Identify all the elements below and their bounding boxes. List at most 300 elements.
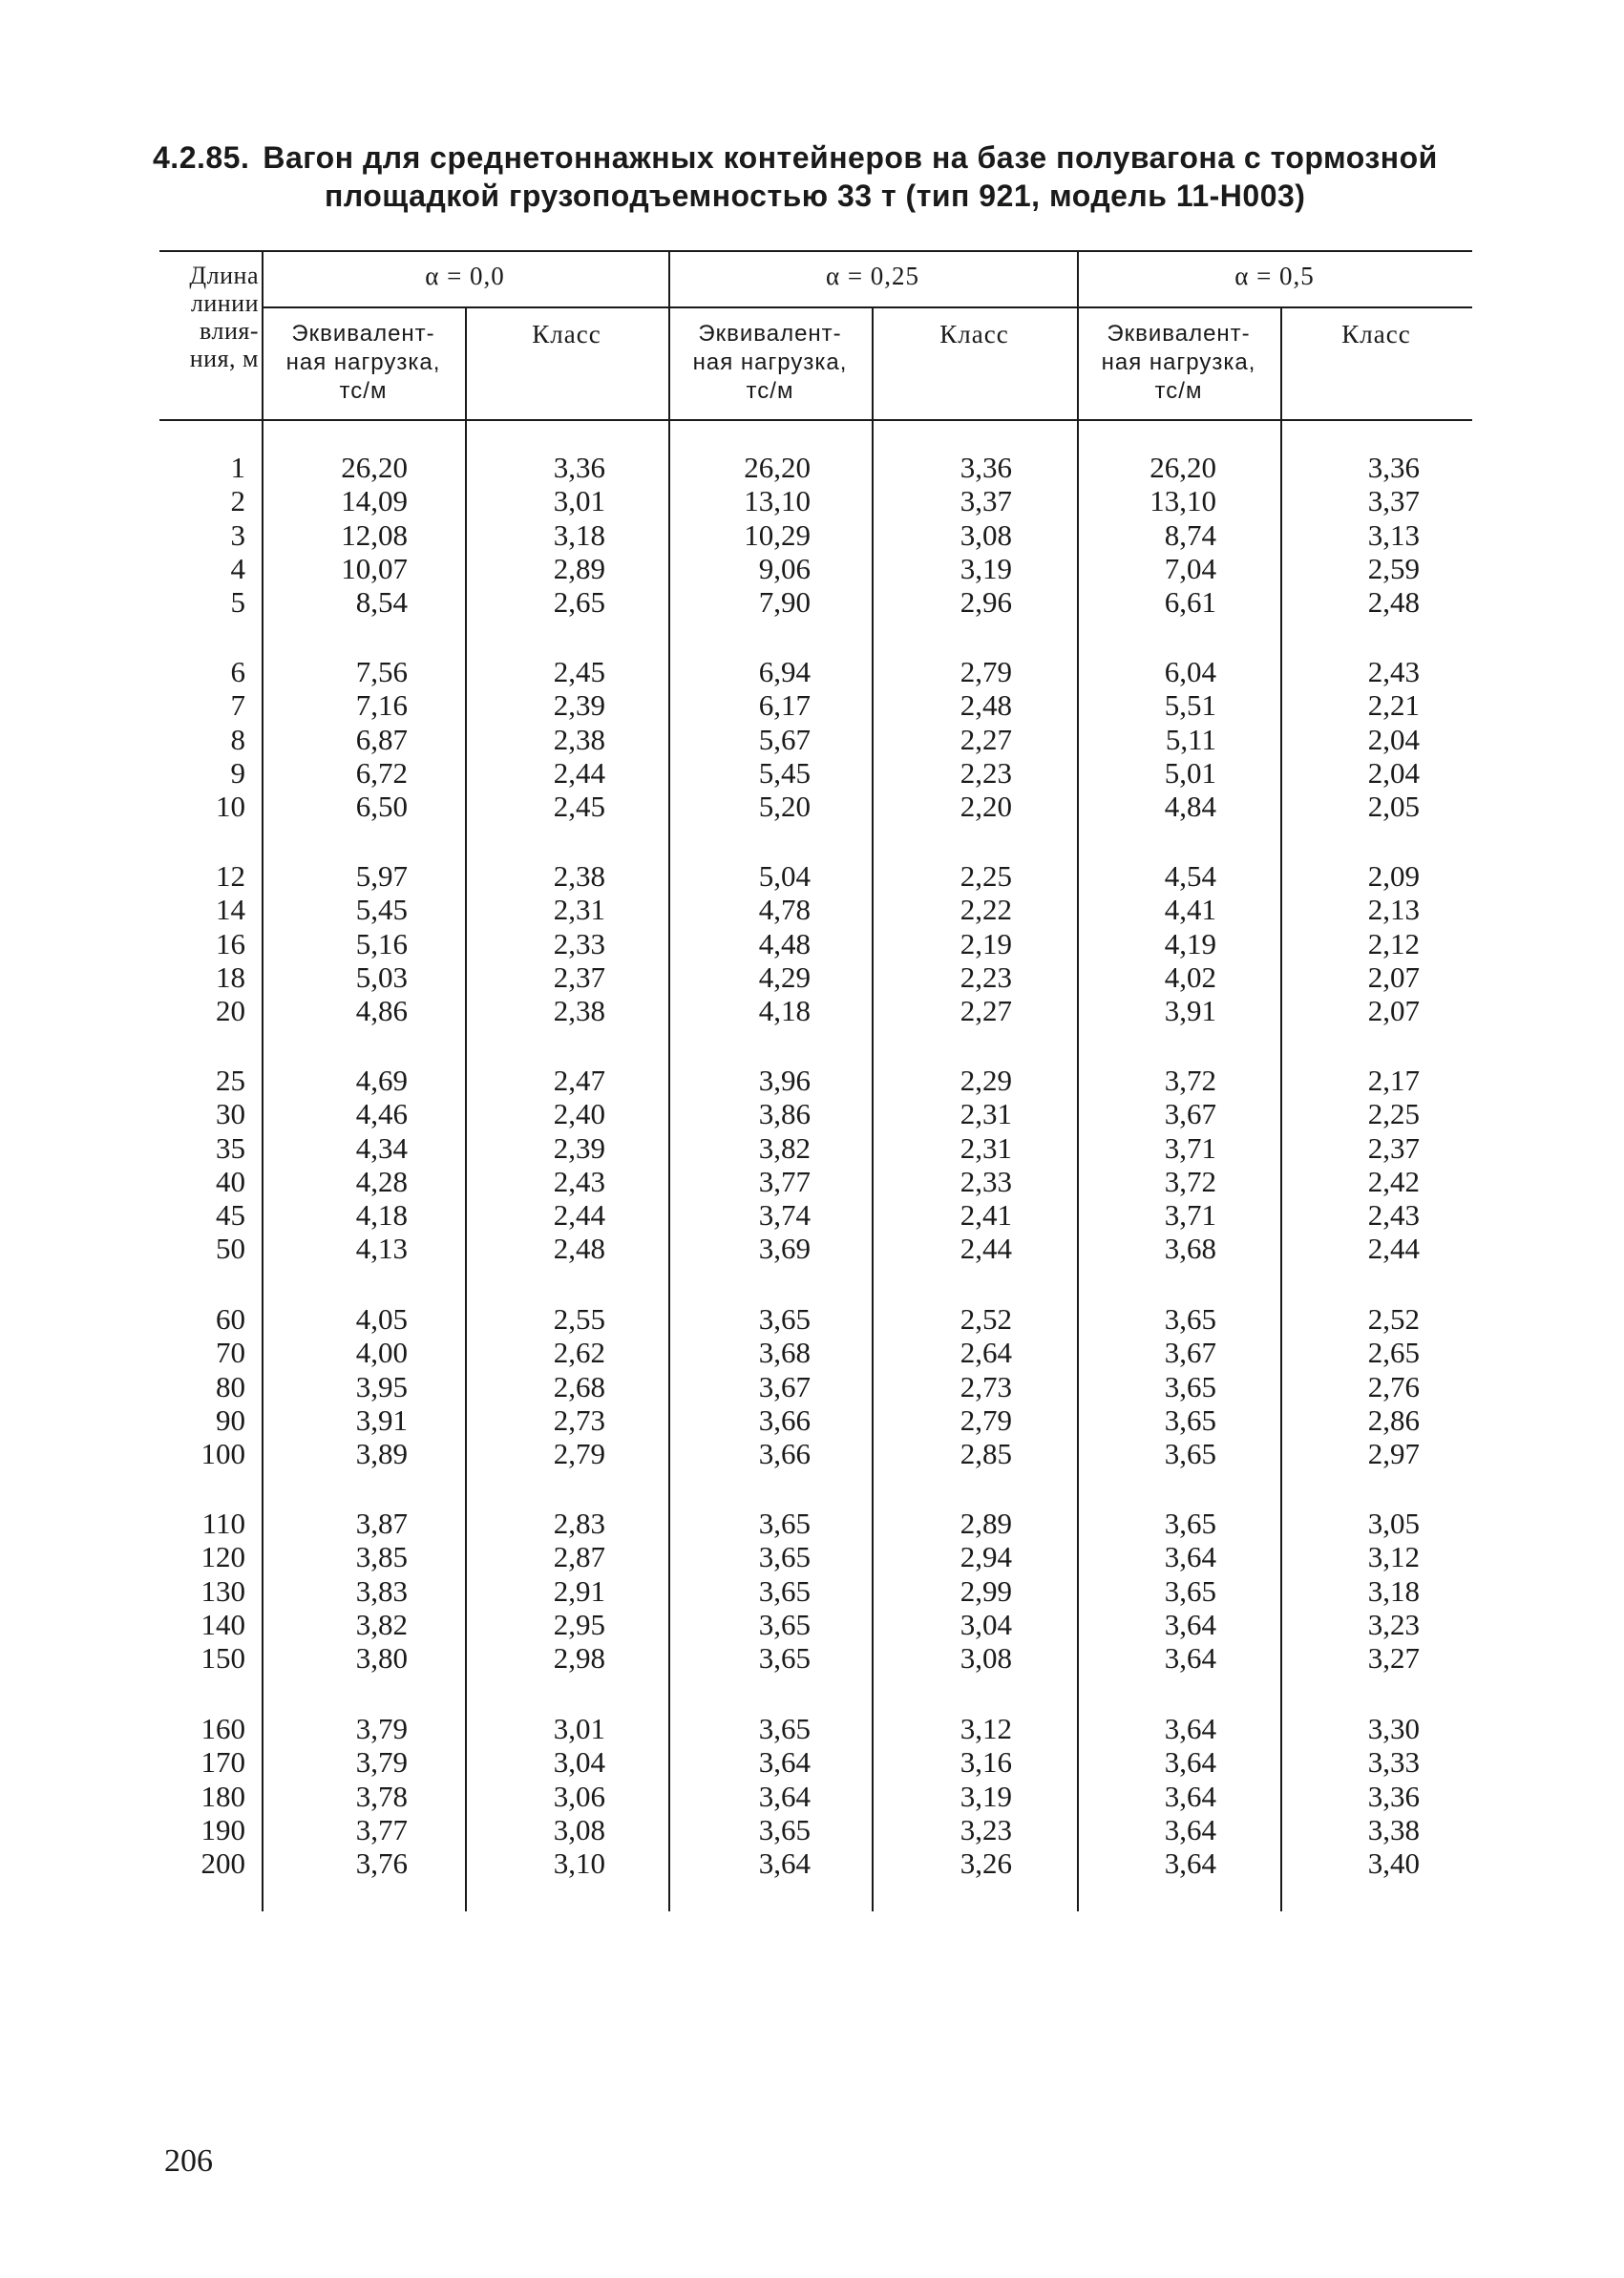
load-cell: 3,65 — [1164, 1573, 1216, 1608]
load-cell: 5,45 — [758, 755, 811, 790]
load-cell: 3,77 — [758, 1164, 811, 1198]
load-cell: 4,00 — [355, 1336, 408, 1370]
table-row — [159, 1574, 1472, 1608]
load-cell: 4,46 — [355, 1097, 408, 1131]
load-cell: 3,67 — [1164, 1336, 1216, 1370]
load-cell: 3,67 — [1164, 1097, 1216, 1131]
class-cell: 3,01 — [553, 1712, 605, 1745]
load-cell: 4,54 — [1164, 859, 1216, 893]
class-cell: 3,36 — [553, 451, 605, 484]
load-cell: 13,10 — [1149, 484, 1216, 518]
table-row — [159, 927, 1472, 960]
load-cell: 5,20 — [758, 790, 811, 824]
load-cell: 3,89 — [355, 1437, 408, 1471]
length-cell: 60 — [216, 1302, 245, 1336]
class-cell: 2,45 — [553, 790, 605, 824]
load-cell: 3,65 — [758, 1540, 811, 1574]
class-cell: 2,86 — [1367, 1403, 1420, 1437]
load-cell: 3,64 — [758, 1846, 811, 1881]
table-row — [159, 1540, 1472, 1573]
class-cell: 2,29 — [960, 1064, 1012, 1097]
table-row — [159, 1232, 1472, 1265]
load-cell: 3,64 — [1164, 1712, 1216, 1745]
load-cell: 26,20 — [341, 451, 408, 484]
load-cell: 3,65 — [758, 1607, 811, 1641]
load-cell: 3,72 — [1164, 1164, 1216, 1198]
load-cell: 6,04 — [1164, 655, 1216, 688]
class-cell: 3,08 — [553, 1812, 605, 1846]
load-cell: 9,06 — [758, 551, 811, 585]
class-cell: 3,23 — [1367, 1607, 1420, 1641]
load-cell: 4,34 — [355, 1130, 408, 1165]
class-cell: 2,76 — [1367, 1369, 1420, 1403]
class-cell: 2,73 — [960, 1369, 1012, 1403]
table-row — [159, 1370, 1472, 1403]
class-cell: 2,87 — [553, 1540, 605, 1574]
class-cell: 2,23 — [960, 960, 1012, 994]
length-cell: 180 — [200, 1779, 245, 1813]
class-cell: 2,89 — [960, 1507, 1012, 1540]
class-cell: 2,07 — [1367, 994, 1420, 1028]
row-group — [159, 1064, 1472, 1266]
load-header: Эквивалент- ная нагрузка, тс/м — [285, 321, 441, 404]
row-group — [159, 1507, 1472, 1675]
title-line-2: площадкой грузоподъемностью 33 т (тип 921, модель 11-Н003) — [325, 179, 1306, 213]
length-cell: 170 — [200, 1745, 245, 1780]
load-cell: 4,78 — [758, 893, 811, 927]
load-cell: 3,65 — [1164, 1369, 1216, 1403]
table-row — [159, 1131, 1472, 1165]
class-cell: 2,04 — [1367, 755, 1420, 790]
class-cell: 2,98 — [553, 1641, 605, 1676]
load-cell: 7,90 — [758, 585, 811, 620]
load-cell: 3,79 — [355, 1745, 408, 1780]
class-cell: 2,65 — [1367, 1336, 1420, 1370]
table-row — [159, 756, 1472, 790]
load-cell: 3,69 — [758, 1232, 811, 1266]
load-cell: 3,64 — [1164, 1745, 1216, 1780]
class-cell: 3,33 — [1367, 1745, 1420, 1780]
table-row — [159, 723, 1472, 756]
class-cell: 2,52 — [960, 1302, 1012, 1336]
load-header: Эквивалент- ная нагрузка, тс/м — [692, 321, 848, 404]
load-cell: 4,02 — [1164, 960, 1216, 994]
table-row — [159, 893, 1472, 926]
length-cell: 150 — [200, 1641, 245, 1676]
load-cell: 3,74 — [758, 1198, 811, 1233]
load-cell: 3,64 — [1164, 1812, 1216, 1846]
length-cell: 7 — [230, 688, 245, 723]
class-cell: 2,99 — [960, 1573, 1012, 1608]
class-cell: 2,48 — [553, 1232, 605, 1266]
class-cell: 2,40 — [553, 1097, 605, 1131]
class-cell: 2,22 — [960, 893, 1012, 927]
class-cell: 3,10 — [553, 1846, 605, 1881]
class-cell: 2,43 — [1367, 1198, 1420, 1233]
table-row — [159, 1403, 1472, 1437]
load-cell: 3,82 — [758, 1130, 811, 1165]
class-cell: 3,16 — [960, 1745, 1012, 1780]
table-row — [159, 1745, 1472, 1779]
length-cell: 20 — [216, 994, 245, 1028]
class-cell: 2,39 — [553, 688, 605, 723]
class-cell: 3,27 — [1367, 1641, 1420, 1676]
load-cell: 3,78 — [355, 1779, 408, 1813]
load-cell: 8,74 — [1164, 517, 1216, 552]
load-cell: 3,85 — [355, 1540, 408, 1574]
load-cell: 5,03 — [355, 960, 408, 994]
class-cell: 3,04 — [553, 1745, 605, 1780]
class-cell: 2,31 — [960, 1097, 1012, 1131]
length-header: Длина линии влия- ния, м — [189, 262, 259, 372]
load-cell: 3,79 — [355, 1712, 408, 1745]
load-cell: 26,20 — [1149, 451, 1216, 484]
class-cell: 2,85 — [960, 1437, 1012, 1471]
load-cell: 10,29 — [744, 517, 811, 552]
load-cell: 13,10 — [744, 484, 811, 518]
load-cell: 8,54 — [355, 585, 408, 620]
class-cell: 2,96 — [960, 585, 1012, 620]
table-row — [159, 1165, 1472, 1198]
class-cell: 3,38 — [1367, 1812, 1420, 1846]
class-cell: 2,44 — [553, 755, 605, 790]
class-cell: 3,05 — [1367, 1507, 1420, 1540]
class-cell: 2,20 — [960, 790, 1012, 824]
alpha-header-05: α = 0,5 — [1234, 262, 1315, 290]
load-cell: 3,64 — [1164, 1779, 1216, 1813]
class-cell: 3,12 — [1367, 1540, 1420, 1574]
class-cell: 2,94 — [960, 1540, 1012, 1574]
table-row — [159, 552, 1472, 585]
load-cell: 3,67 — [758, 1369, 811, 1403]
load-cell: 3,82 — [355, 1607, 408, 1641]
class-cell: 2,79 — [960, 655, 1012, 688]
length-cell: 4 — [230, 551, 245, 585]
class-cell: 2,37 — [553, 960, 605, 994]
load-cell: 4,18 — [758, 994, 811, 1028]
class-cell: 2,43 — [1367, 655, 1420, 688]
table-row — [159, 451, 1472, 484]
class-cell: 2,38 — [553, 994, 605, 1028]
class-cell: 3,36 — [1367, 1779, 1420, 1813]
data-table — [159, 250, 1472, 1907]
length-cell: 40 — [216, 1164, 245, 1198]
class-cell: 2,97 — [1367, 1437, 1420, 1471]
table-row — [159, 1302, 1472, 1336]
length-cell: 5 — [230, 585, 245, 620]
table-row — [159, 859, 1472, 893]
length-cell: 30 — [216, 1097, 245, 1131]
load-cell: 26,20 — [744, 451, 811, 484]
class-cell: 2,44 — [553, 1198, 605, 1233]
table-row — [159, 484, 1472, 517]
load-cell: 3,65 — [758, 1812, 811, 1846]
load-cell: 3,66 — [758, 1437, 811, 1471]
row-group — [159, 655, 1472, 823]
table-row — [159, 1712, 1472, 1745]
load-cell: 3,76 — [355, 1846, 408, 1881]
load-cell: 12,08 — [341, 517, 408, 552]
class-cell: 2,91 — [553, 1573, 605, 1608]
class-cell: 2,23 — [960, 755, 1012, 790]
load-cell: 5,04 — [758, 859, 811, 893]
class-cell: 2,38 — [553, 859, 605, 893]
class-cell: 2,79 — [960, 1403, 1012, 1437]
length-cell: 200 — [200, 1846, 245, 1881]
load-cell: 5,01 — [1164, 755, 1216, 790]
row-group — [159, 1712, 1472, 1880]
load-cell: 3,77 — [355, 1812, 408, 1846]
class-cell: 2,09 — [1367, 859, 1420, 893]
load-cell: 6,87 — [355, 722, 408, 756]
length-cell: 100 — [200, 1437, 245, 1471]
load-cell: 3,87 — [355, 1507, 408, 1540]
load-cell: 5,16 — [355, 926, 408, 960]
class-cell: 2,43 — [553, 1164, 605, 1198]
table-row — [159, 585, 1472, 619]
table-row — [159, 1437, 1472, 1470]
load-cell: 3,86 — [758, 1097, 811, 1131]
alpha-header-025: α = 0,25 — [825, 262, 920, 290]
table-row — [159, 1336, 1472, 1369]
load-cell: 3,96 — [758, 1064, 811, 1097]
load-cell: 3,66 — [758, 1403, 811, 1437]
load-cell: 3,64 — [758, 1779, 811, 1813]
load-cell: 3,95 — [355, 1369, 408, 1403]
load-cell: 3,65 — [1164, 1507, 1216, 1540]
table-row — [159, 960, 1472, 994]
class-cell: 2,25 — [960, 859, 1012, 893]
load-cell: 4,13 — [355, 1232, 408, 1266]
row-group — [159, 1302, 1472, 1470]
table-row — [159, 1846, 1472, 1880]
class-cell: 2,79 — [553, 1437, 605, 1471]
class-cell: 2,38 — [553, 722, 605, 756]
class-header: Класс — [1341, 320, 1411, 348]
class-cell: 2,04 — [1367, 722, 1420, 756]
class-cell: 2,73 — [553, 1403, 605, 1437]
length-cell: 3 — [230, 517, 245, 552]
load-cell: 5,51 — [1164, 688, 1216, 723]
length-cell: 140 — [200, 1607, 245, 1641]
table-row — [159, 655, 1472, 688]
class-cell: 2,42 — [1367, 1164, 1420, 1198]
class-cell: 2,44 — [960, 1232, 1012, 1266]
load-cell: 4,84 — [1164, 790, 1216, 824]
table-row — [159, 1608, 1472, 1641]
class-cell: 2,07 — [1367, 960, 1420, 994]
load-cell: 3,64 — [1164, 1846, 1216, 1881]
class-cell: 3,08 — [960, 517, 1012, 552]
length-cell: 120 — [200, 1540, 245, 1574]
class-cell: 2,21 — [1367, 688, 1420, 723]
class-cell: 2,39 — [553, 1130, 605, 1165]
class-cell: 3,01 — [553, 484, 605, 518]
length-cell: 90 — [216, 1403, 245, 1437]
load-cell: 7,56 — [355, 655, 408, 688]
table-row — [159, 1064, 1472, 1097]
class-cell: 3,37 — [1367, 484, 1420, 518]
load-cell: 3,64 — [1164, 1641, 1216, 1676]
load-cell: 3,80 — [355, 1641, 408, 1676]
length-cell: 10 — [216, 790, 245, 824]
load-cell: 3,91 — [1164, 994, 1216, 1028]
table-row — [159, 1507, 1472, 1540]
table-row — [159, 1097, 1472, 1130]
class-cell: 3,30 — [1367, 1712, 1420, 1745]
load-cell: 3,65 — [1164, 1403, 1216, 1437]
load-cell: 3,71 — [1164, 1198, 1216, 1233]
class-cell: 2,64 — [960, 1336, 1012, 1370]
class-cell: 2,83 — [553, 1507, 605, 1540]
class-cell: 2,25 — [1367, 1097, 1420, 1131]
class-cell: 3,18 — [1367, 1573, 1420, 1608]
class-cell: 2,31 — [960, 1130, 1012, 1165]
class-cell: 2,65 — [553, 585, 605, 620]
table-row — [159, 518, 1472, 552]
length-cell: 70 — [216, 1336, 245, 1370]
length-cell: 110 — [201, 1507, 245, 1540]
length-cell: 130 — [200, 1573, 245, 1608]
length-cell: 2 — [230, 484, 245, 518]
load-cell: 3,65 — [758, 1712, 811, 1745]
load-cell: 4,69 — [355, 1064, 408, 1097]
class-cell: 2,62 — [553, 1336, 605, 1370]
load-cell: 3,91 — [355, 1403, 408, 1437]
class-cell: 3,04 — [960, 1607, 1012, 1641]
length-cell: 25 — [216, 1064, 245, 1097]
load-cell: 6,94 — [758, 655, 811, 688]
load-cell: 14,09 — [341, 484, 408, 518]
class-cell: 3,18 — [553, 517, 605, 552]
table-row — [159, 1641, 1472, 1675]
title-line-1: Вагон для среднетоннажных контейнеров на базе полувагона с тормозной — [263, 140, 1438, 175]
class-cell: 2,52 — [1367, 1302, 1420, 1336]
length-cell: 18 — [216, 960, 245, 994]
table-row — [159, 1780, 1472, 1813]
class-cell: 2,44 — [1367, 1232, 1420, 1266]
load-cell: 6,72 — [355, 755, 408, 790]
length-cell: 9 — [230, 755, 245, 790]
load-cell: 3,64 — [1164, 1607, 1216, 1641]
load-cell: 5,67 — [758, 722, 811, 756]
class-cell: 3,08 — [960, 1641, 1012, 1676]
class-cell: 2,17 — [1367, 1064, 1420, 1097]
table-top-rule — [159, 250, 1472, 252]
class-cell: 2,59 — [1367, 551, 1420, 585]
length-cell: 50 — [216, 1232, 245, 1266]
alpha-header-rule — [262, 306, 1472, 308]
length-cell: 190 — [200, 1812, 245, 1846]
load-cell: 3,71 — [1164, 1130, 1216, 1165]
class-cell: 2,47 — [553, 1064, 605, 1097]
length-cell: 45 — [216, 1198, 245, 1233]
class-cell: 2,55 — [553, 1302, 605, 1336]
row-group — [159, 451, 1472, 619]
class-header: Класс — [939, 320, 1009, 348]
length-cell: 1 — [230, 451, 245, 484]
load-cell: 3,65 — [758, 1302, 811, 1336]
class-cell: 3,13 — [1367, 517, 1420, 552]
load-cell: 6,17 — [758, 688, 811, 723]
class-header: Класс — [532, 320, 601, 348]
length-cell: 6 — [230, 655, 245, 688]
class-cell: 3,40 — [1367, 1846, 1420, 1881]
class-cell: 2,95 — [553, 1607, 605, 1641]
class-cell: 3,26 — [960, 1846, 1012, 1881]
load-cell: 3,68 — [758, 1336, 811, 1370]
length-cell: 35 — [216, 1130, 245, 1165]
table-row — [159, 790, 1472, 823]
class-cell: 3,19 — [960, 1779, 1012, 1813]
load-cell: 3,65 — [758, 1507, 811, 1540]
class-cell: 2,45 — [553, 655, 605, 688]
length-cell: 12 — [216, 859, 245, 893]
load-cell: 3,64 — [1164, 1540, 1216, 1574]
load-cell: 6,50 — [355, 790, 408, 824]
load-cell: 7,16 — [355, 688, 408, 723]
load-cell: 4,41 — [1164, 893, 1216, 927]
class-cell: 2,12 — [1367, 926, 1420, 960]
load-cell: 5,11 — [1165, 722, 1216, 756]
page-number: 206 — [164, 2143, 213, 2179]
load-cell: 3,64 — [758, 1745, 811, 1780]
load-cell: 6,61 — [1164, 585, 1216, 620]
length-cell: 80 — [216, 1369, 245, 1403]
load-cell: 5,97 — [355, 859, 408, 893]
length-cell: 160 — [200, 1712, 245, 1745]
class-cell: 3,36 — [1367, 451, 1420, 484]
length-cell: 8 — [230, 722, 245, 756]
class-cell: 3,37 — [960, 484, 1012, 518]
class-cell: 2,33 — [553, 926, 605, 960]
load-cell: 4,05 — [355, 1302, 408, 1336]
load-cell: 5,45 — [355, 893, 408, 927]
load-cell: 4,86 — [355, 994, 408, 1028]
load-cell: 3,65 — [1164, 1302, 1216, 1336]
row-group — [159, 859, 1472, 1027]
load-cell: 10,07 — [341, 551, 408, 585]
class-cell: 2,48 — [960, 688, 1012, 723]
load-cell: 3,65 — [1164, 1437, 1216, 1471]
class-cell: 3,19 — [960, 551, 1012, 585]
load-cell: 3,72 — [1164, 1064, 1216, 1097]
load-cell: 3,65 — [758, 1641, 811, 1676]
load-cell: 3,65 — [758, 1573, 811, 1608]
load-cell: 4,19 — [1164, 926, 1216, 960]
class-cell: 2,37 — [1367, 1130, 1420, 1165]
load-cell: 4,18 — [355, 1198, 408, 1233]
load-cell: 4,28 — [355, 1164, 408, 1198]
class-cell: 2,27 — [960, 994, 1012, 1028]
table-row — [159, 688, 1472, 722]
load-cell: 4,48 — [758, 926, 811, 960]
class-cell: 3,36 — [960, 451, 1012, 484]
class-cell: 3,23 — [960, 1812, 1012, 1846]
load-cell: 3,68 — [1164, 1232, 1216, 1266]
table-row — [159, 1813, 1472, 1846]
class-cell: 2,48 — [1367, 585, 1420, 620]
load-cell: 3,83 — [355, 1573, 408, 1608]
load-header: Эквивалент- ная нагрузка, тс/м — [1101, 321, 1256, 404]
header-bottom-rule — [159, 419, 1472, 421]
length-cell: 16 — [216, 926, 245, 960]
class-cell: 2,19 — [960, 926, 1012, 960]
table-title — [153, 138, 1489, 215]
class-cell: 2,68 — [553, 1369, 605, 1403]
load-cell: 7,04 — [1164, 551, 1216, 585]
section-number: 4.2.85. — [153, 140, 250, 175]
